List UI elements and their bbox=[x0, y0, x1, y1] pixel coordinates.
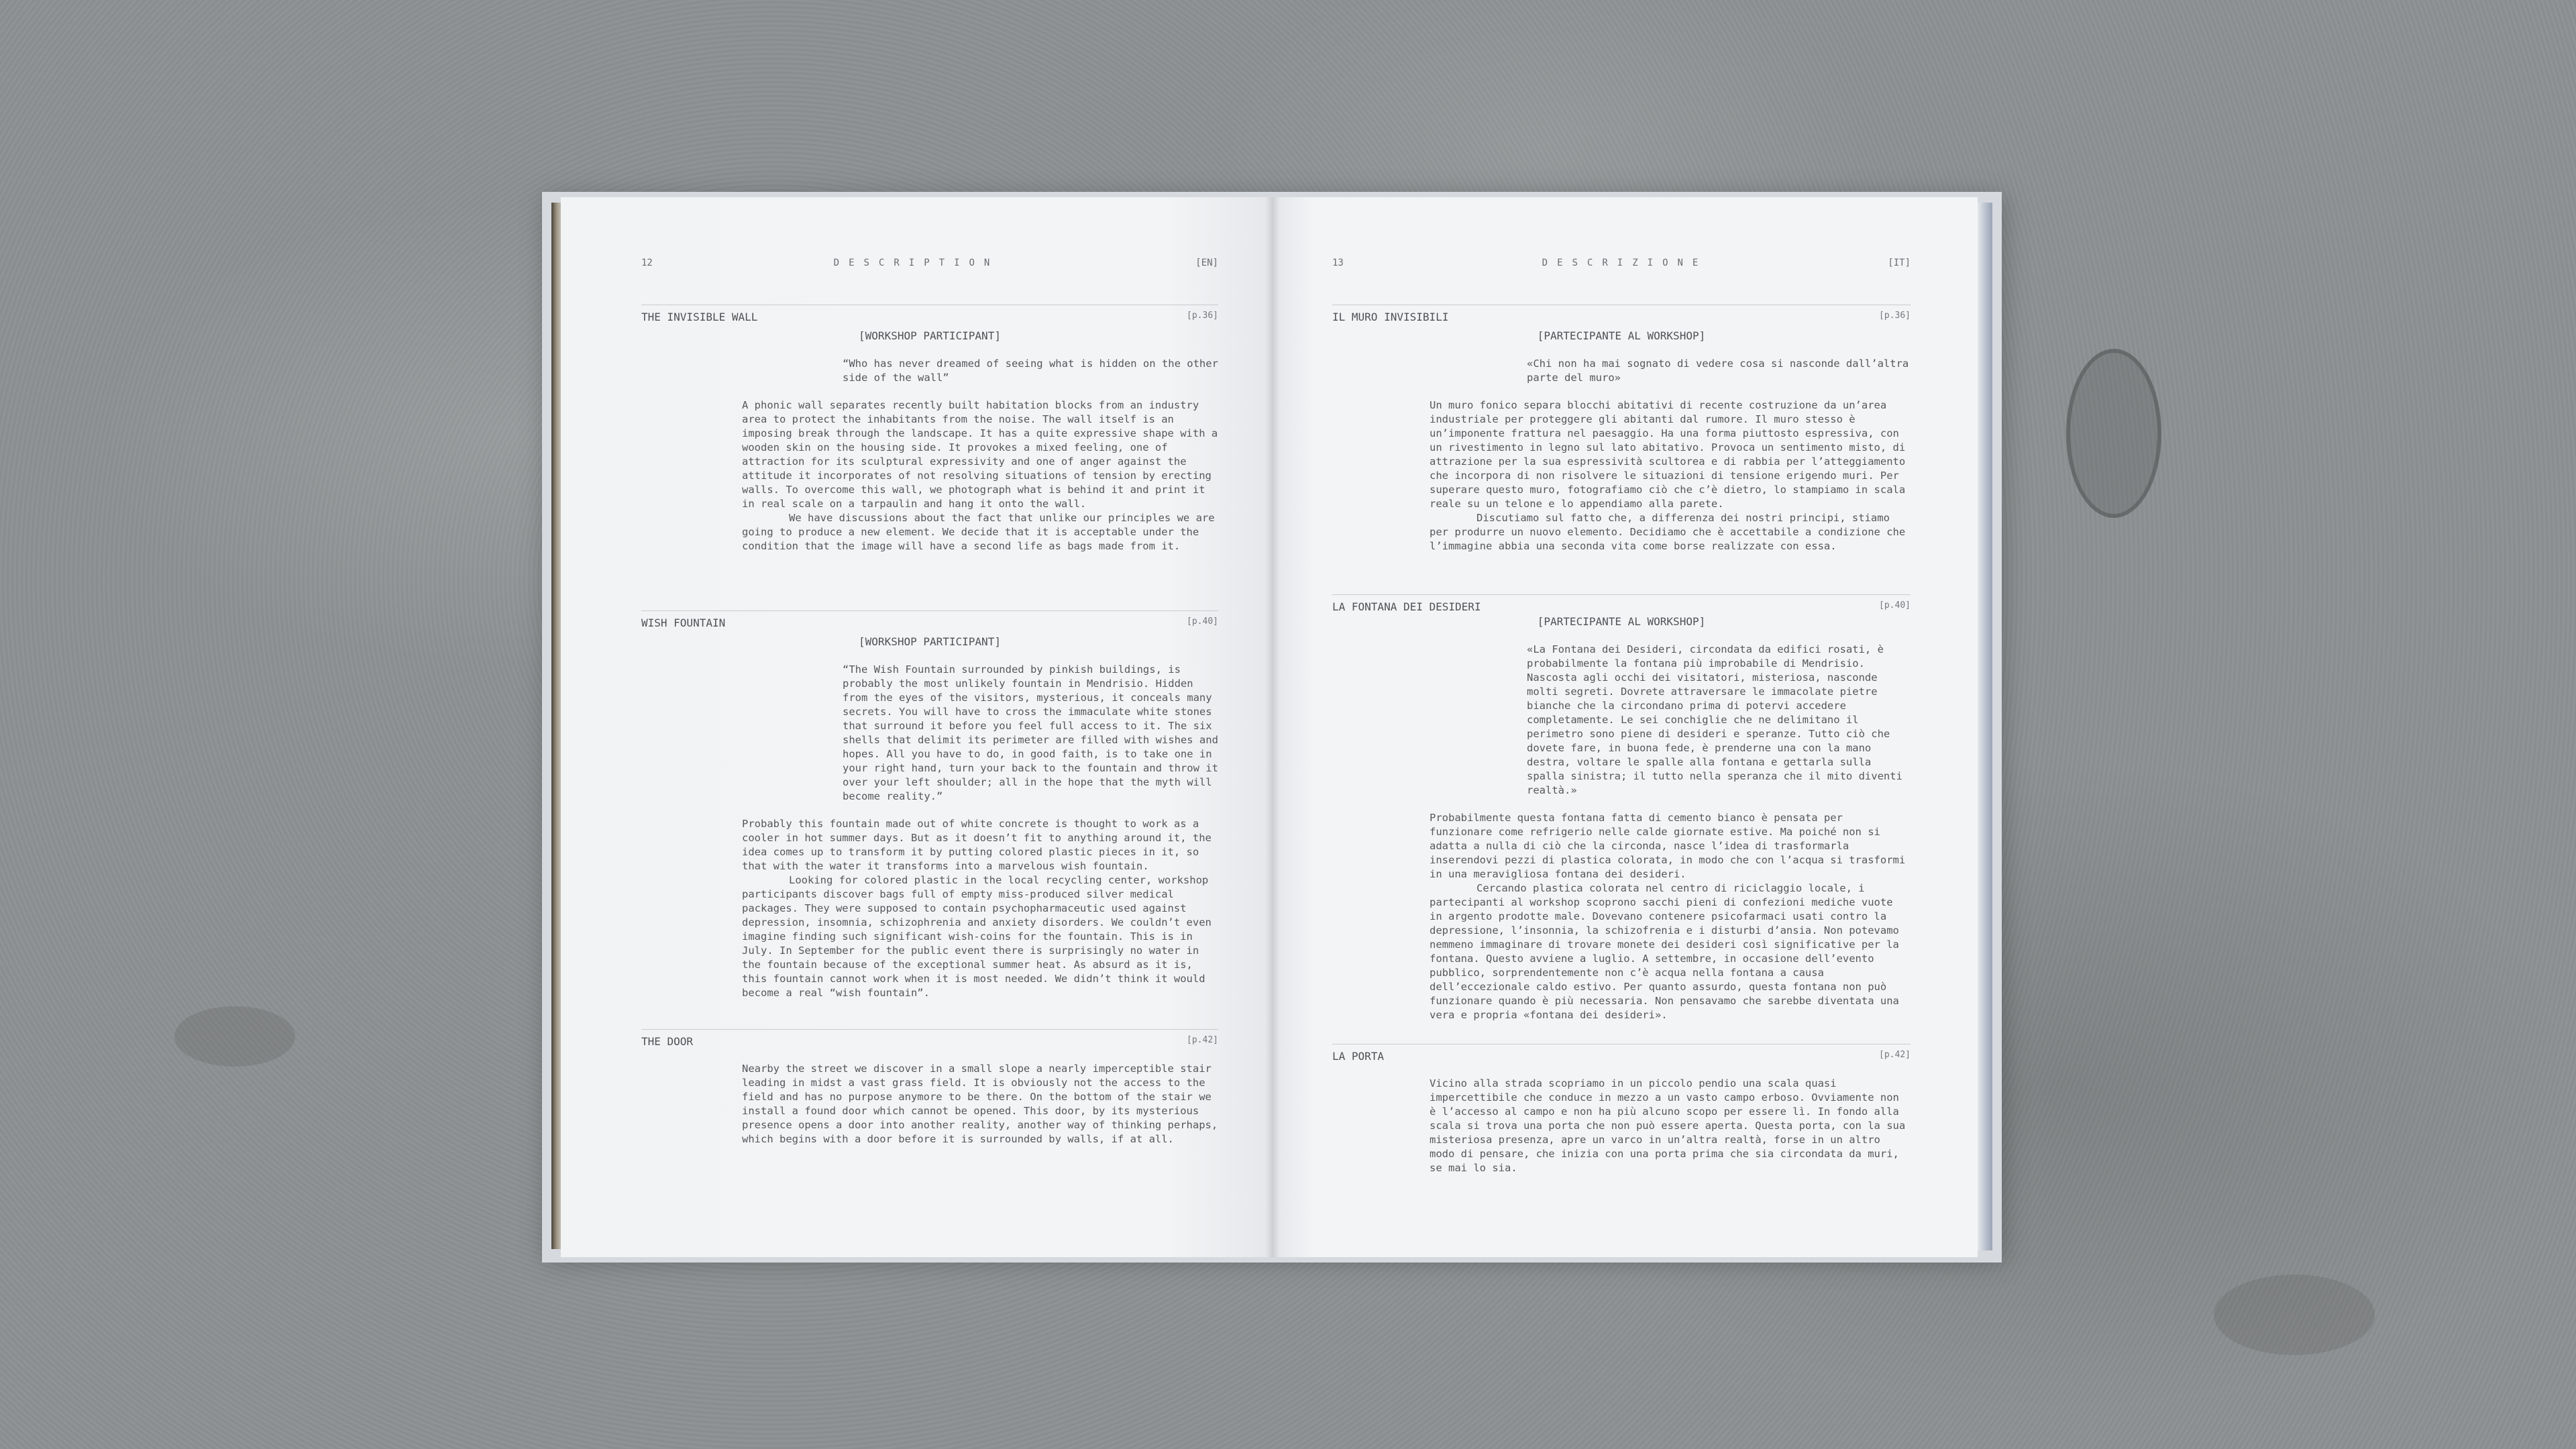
section-invisible-wall bbox=[641, 305, 1218, 553]
paragraph: Nearby the street we discover in a small slope a nearly imperceptible stair leading in midst a vast grass field. It is obviously not the access to the field and has no purpose anymore to be there. On the bottom of the stair we install a found door which cannot be opened. This door, by its mysterious presence opens a door into another reality, another way of thinking perhaps, which begins with a door before it is surrounded by walls, if at all. bbox=[742, 1063, 1218, 1145]
quote: «La Fontana dei Desideri, circondata da edifici rosati, è probabilmente la fontana più improbabile di Mendrisio. Nascosta agli occhi dei visitatori, misteriosa, nasconde molti segreti. Dovrete attraversare le immacolate pietre bianche che la circondano prima di potervi accedere completamente. Le sei conchiglie che ne delimitano il perimetro sono piene di desideri e speranze. Tutto ciò che dovete fare, in buona fede, è prenderne una con la mano destra, voltare le spalle alla fontana e gettarla sulla spalla sinistra; il tutto nella speranza che il mito diventi realtà.» bbox=[1527, 643, 1902, 796]
paragraph: A phonic wall separates recently built habitation blocks from an industry area to protect the inhabitants from the noise. The wall itself is an imposing break through the landscape. It has a quite expressive shape with a wooden skin on the housing side. It provokes a mixed feeling, one of attraction for its sculptural expressivity and one of anger against the attitude it incorporates of not resolving situations of tension by erecting walls. To overcome this wall, we photograph what is behind it and print it in real scale on a tarpaulin and hang it onto the wall. bbox=[742, 399, 1218, 510]
paragraph: Probably this fountain made out of white concrete is thought to work as a cooler in hot summer days. But as it doesn’t fit to anything around it, the idea comes up to transform it by putting colored plastic pieces in it, so that with the water it transforms into a marvelous wish fountain. bbox=[742, 818, 1212, 872]
concrete-texture bbox=[174, 1006, 295, 1067]
section-title: LA PORTA bbox=[1332, 1050, 1385, 1063]
language-tag: [EN] bbox=[1195, 258, 1218, 268]
quote: «Chi non ha mai sognato di vedere cosa si nasconde dall’altra parte del muro» bbox=[1527, 358, 1909, 384]
book-spine bbox=[1265, 197, 1280, 1257]
page-edges-right bbox=[1976, 203, 1992, 1250]
section-muro-invisibili bbox=[1332, 305, 1911, 553]
paragraph: Vicino alla strada scopriamo in un piccolo pendio una scala quasi impercettibile che conduce in mezzo a un vasto campo erboso. Ovviamente non è l’accesso al campo e non ha più alcuno scopo per essere lì. In fondo alla scala si trova una porta che non può essere aperta. Questa porta, con la sua misteriosa presenza, apre un varco in un’altra realtà, forse in un altro modo di pensare, che inizia con una porta prima che sia circondata da muri, se mai lo sia. bbox=[1430, 1077, 1906, 1174]
section-title: THE DOOR bbox=[641, 1035, 694, 1048]
right-page bbox=[1272, 197, 1978, 1257]
speaker-role: [WORKSHOP PARTICIPANT] bbox=[859, 635, 1001, 648]
paragraph: Cercando plastica colorata nel centro di riciclaggio locale, i partecipanti al workshop scoprono sacchi pieni di confezioni mediche vuote in argento prodotte male. Dovevano contenere psicofarmaci usati contro la depressione, l’insonnia, la schizofrenia e i disturbi d’ansia. Non potevamo nemmeno immaginare di trovare monete dei desideri così significative per la fontana. Questo avviene a luglio. A settembre, in occasione dell’evento pubblico, sorprendentemente non c’è acqua nella fontana a causa dell’eccezionale caldo estivo. Per quanto assurdo, questa fontana non può funzionare quando è più necessaria. Non pensavamo che sarebbe diventata una vera e propria «fontana dei desideri». bbox=[1430, 882, 1899, 1021]
left-page bbox=[561, 197, 1272, 1257]
section-title: THE INVISIBLE WALL bbox=[641, 311, 758, 323]
page-reference: [p.42] bbox=[1187, 1035, 1218, 1045]
running-title: DESCRIPTION bbox=[833, 258, 1000, 268]
page-number: 13 bbox=[1332, 258, 1344, 268]
concrete-texture bbox=[2066, 349, 2161, 518]
page-reference: [p.40] bbox=[1187, 616, 1218, 627]
page-reference: [p.36] bbox=[1879, 311, 1911, 321]
body-text bbox=[1430, 398, 1911, 553]
speaker-role: [PARTECIPANTE AL WORKSHOP] bbox=[1537, 615, 1706, 628]
quote: “The Wish Fountain surrounded by pinkish buildings, is probably the most unlikely fountain in Mendrisio. Hidden from the eyes of the visitors, mysterious, it conceals many secrets. You will have to cross the immaculate white stones that surround it before you feel full access to it. The six shells that delimit its perimeter are filled with wishes and hopes. All you have to do, in good faith, is to take one in your right hand, turn your back to the fountain and throw it over your left shoulder; all in the hope that the myth will become reality.” bbox=[843, 663, 1218, 802]
concrete-texture bbox=[2214, 1275, 2375, 1355]
running-head bbox=[561, 258, 1272, 274]
page-reference: [p.42] bbox=[1879, 1050, 1911, 1060]
page-reference: [p.40] bbox=[1879, 600, 1911, 610]
section-title: LA FONTANA DEI DESIDERI bbox=[1332, 600, 1481, 613]
page-number: 12 bbox=[641, 258, 653, 268]
paragraph: Discutiamo sul fatto che, a differenza dei nostri principi, stiamo per produrre un nuovo elemento. Decidiamo che è accettabile a condizione che l’immagine abbia una seconda vita come borse realizzate con essa. bbox=[1430, 512, 1906, 552]
open-book bbox=[542, 192, 2002, 1263]
section-fontana-desideri bbox=[1332, 594, 1911, 1022]
body-text bbox=[742, 1062, 1218, 1146]
speaker-role: [PARTECIPANTE AL WORKSHOP] bbox=[1537, 329, 1706, 342]
section-la-porta bbox=[1332, 1044, 1911, 1175]
paragraph: Un muro fonico separa blocchi abitativi di recente costruzione da un’area industriale per proteggere gli abitanti dal rumore. Il muro stesso è un’imponente frattura nel paesaggio. Ha una forma piuttosto espressiva, con un rivestimento in legno sul lato abitativo. Provoca un sentimento misto, di attrazione per la sua espressività scultorea e di rabbia per l’atteggiamento che incorpora di non risolvere le situazioni di tensione erigendo muri. Per superare questo muro, fotografiamo ciò che c’è dietro, lo stampiamo in scala reale su un telone e lo appendiamo alla parete. bbox=[1430, 399, 1906, 510]
page-reference: [p.36] bbox=[1187, 311, 1218, 321]
quote: “Who has never dreamed of seeing what is hidden on the other side of the wall” bbox=[843, 358, 1218, 384]
section-the-door bbox=[641, 1029, 1218, 1146]
paragraph: We have discussions about the fact that unlike our principles we are going to produce a new element. We decide that it is acceptable under the condition that the image will have a second life as bags made from it. bbox=[742, 512, 1215, 552]
running-head bbox=[1272, 258, 1978, 274]
paragraph: Looking for colored plastic in the local recycling center, workshop participants discover bags full of empty miss-produced silver medical packages. They were supposed to contain psychopharmaceutic used against depression, insomnia, schizophrenia and anxiety disorders. We couldn’t even imagine finding such significant wish-coins for the fountain. This is in July. In September for the public event there is surprisingly no water in the fountain because of the exceptional summer heat. As absurd as it is, this fountain cannot work when it is most needed. We didn’t think it would become a real “wish fountain”. bbox=[742, 874, 1212, 999]
body-text bbox=[1430, 1077, 1911, 1175]
section-wish-fountain bbox=[641, 610, 1218, 1000]
speaker-role: [WORKSHOP PARTICIPANT] bbox=[859, 329, 1001, 342]
body-text bbox=[1430, 811, 1911, 1022]
body-text bbox=[742, 398, 1218, 553]
section-title: IL MURO INVISIBILI bbox=[1332, 311, 1449, 323]
paragraph: Probabilmente questa fontana fatta di cemento bianco è pensata per funzionare come refrigerio nelle calde giornate estive. Ma poiché non si adatta a nulla di ciò che la circonda, nasce l’idea di trasformarla inserendovi pezzi di plastica colorata, in modo che con l’acqua si trasformi in una meravigliosa fontana dei desideri. bbox=[1430, 812, 1906, 880]
running-title: DESCRIZIONE bbox=[1542, 258, 1708, 268]
language-tag: [IT] bbox=[1888, 258, 1911, 268]
body-text bbox=[742, 817, 1218, 1000]
section-title: WISH FOUNTAIN bbox=[641, 616, 726, 629]
